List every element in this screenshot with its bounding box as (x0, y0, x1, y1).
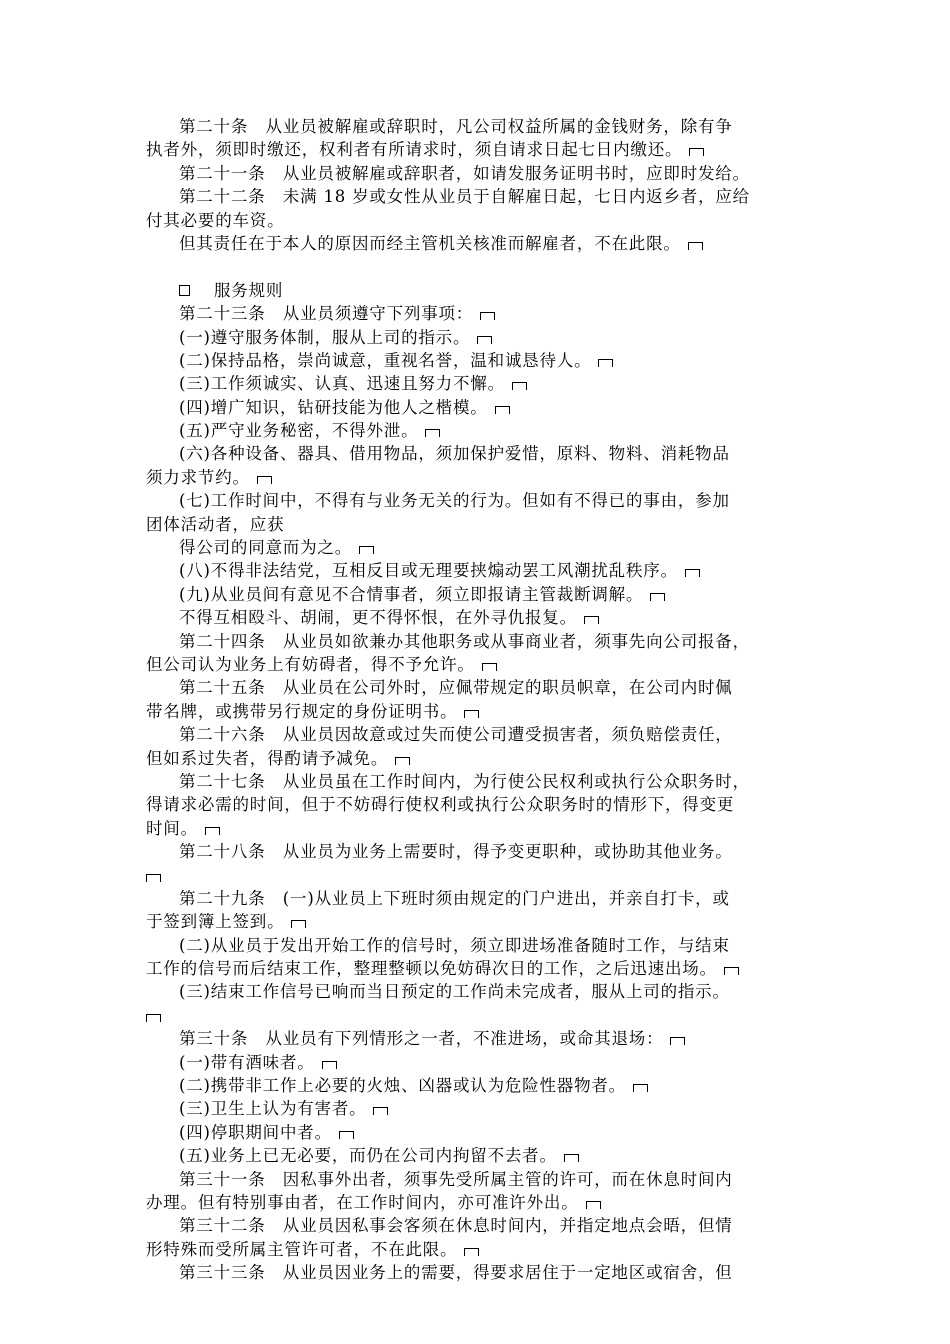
text-line (146, 1121, 810, 1144)
line-text: 第二十八条 从业员为业务上需要时，得予变更职种，或协助其他业务。 (179, 842, 733, 862)
text-line (146, 185, 810, 208)
line-text: 得请求必需的时间，但于不妨碍行使权利或执行公众职务时的情形下，得变更 (146, 795, 735, 815)
paragraph-mark-icon (464, 710, 479, 718)
paragraph-mark-icon (395, 757, 410, 765)
line-text: 第三十条 从业员有下列情形之一者，不准进场，或命其退场： (179, 1029, 664, 1049)
text-line (146, 793, 810, 816)
text-line (146, 1144, 810, 1167)
line-text: 第二十六条 从业员因故意或过失而使公司遭受损害者，须负赔偿责任， (179, 725, 733, 745)
paragraph-mark-icon (584, 616, 599, 624)
paragraph-mark-icon (291, 920, 306, 928)
text-line (146, 770, 810, 793)
line-text: 付其必要的车资。 (146, 210, 285, 230)
line-text: 第二十一条 从业员被解雇或辞职者，如请发服务证明书时，应即时发给。 (179, 163, 750, 183)
text-line (146, 489, 810, 512)
paragraph-mark-icon (464, 1248, 479, 1256)
text-line (146, 747, 810, 770)
paragraph-mark-icon (482, 663, 497, 671)
line-text: (二)保持品格，崇尚诚意，重视名誉，温和诚恳待人。 (179, 350, 592, 370)
line-text: 第二十条 从业员被解雇或辞职时，凡公司权益所属的金钱财务，除有争 (179, 117, 733, 136)
line-text: (八)不得非法结党，互相反目或无理要挟煽动罢工风潮扰乱秩序。 (179, 561, 678, 581)
paragraph-mark-icon (373, 1107, 388, 1115)
text-line (146, 887, 810, 910)
line-text: 第三十二条 从业员因私事会客须在休息时间内，并指定地点会晤，但情 (179, 1216, 733, 1236)
line-text: 于签到簿上签到。 (146, 912, 285, 932)
text-line (146, 910, 810, 933)
text-line (146, 1214, 810, 1237)
line-text: (七)工作时间中，不得有与业务无关的行为。但如有不得已的事由，参加 (179, 491, 730, 511)
line-text: 第二十五条 从业员在公司外时，应佩带规定的职员帜章，在公司内时佩 (179, 678, 733, 698)
text-line (146, 676, 810, 699)
text-line (146, 302, 810, 325)
paragraph-mark-icon (564, 1154, 579, 1162)
text-line (146, 606, 810, 629)
line-text: (三)卫生上认为有害者。 (179, 1099, 367, 1119)
line-text: 带名牌，或携带另行规定的身份证明书。 (146, 701, 458, 721)
line-text: 不得互相殴斗、胡闹，更不得怀恨，在外寻仇报复。 (179, 608, 577, 628)
blank-line (146, 255, 810, 278)
line-text: (六)各种设备、器具、借用物品，须加保护爱惜，原料、物料、消耗物品 (179, 444, 730, 464)
paragraph-mark-icon (689, 148, 704, 156)
text-line (146, 396, 810, 419)
paragraph-mark-icon (257, 476, 272, 484)
text-line (146, 209, 810, 232)
line-text: 服务规则 (214, 280, 284, 300)
text-line (146, 723, 810, 746)
paragraph-mark-icon (598, 359, 613, 367)
text-line (146, 138, 810, 161)
paragraph-mark-icon (495, 406, 510, 414)
line-text: 第二十三条 从业员须遵守下列事项： (179, 304, 474, 324)
text-line (146, 1191, 810, 1214)
paragraph-mark-icon (650, 593, 665, 601)
line-text: 第二十四条 从业员如欲兼办其他职务或从事商业者，须事先向公司报备， (179, 631, 750, 651)
line-text: 工作的信号而后结束工作，整理整顿以免妨碍次日的工作，之后迅速出场。 (146, 959, 717, 979)
line-text: (五)严守业务秘密，不得外泄。 (179, 421, 419, 441)
paragraph-mark-icon (425, 429, 440, 437)
paragraph-mark-icon (205, 827, 220, 835)
line-text: 执者外，须即时缴还，权利者有所请求时，须自请求日起七日内缴还。 (146, 140, 683, 160)
text-line (146, 513, 810, 536)
line-text: (九)从业员间有意见不合情事者，须立即报请主管裁断调解。 (179, 584, 644, 604)
text-line (146, 559, 810, 582)
paragraph-mark-icon (322, 1061, 337, 1069)
line-text: (四)停职期间中者。 (179, 1122, 332, 1142)
line-text: 但如系过失者，得酌请予减免。 (146, 748, 389, 768)
paragraph-mark-icon (586, 1201, 601, 1209)
text-line (146, 630, 810, 653)
text-line (146, 1051, 810, 1074)
text-line (146, 840, 810, 863)
text-line (146, 349, 810, 372)
line-text: (一)遵守服务体制，服从上司的指示。 (179, 327, 471, 347)
line-text: (一)带有酒味者。 (179, 1052, 315, 1072)
text-line (146, 1074, 810, 1097)
paragraph-mark-icon (146, 874, 161, 882)
text-line (146, 1004, 810, 1027)
line-text: 但公司认为业务上有妨碍者，得不予允许。 (146, 654, 475, 674)
text-line (146, 980, 810, 1003)
line-text: (四)增广知识，钻研技能为他人之楷模。 (179, 397, 488, 417)
paragraph-mark-icon (146, 1014, 161, 1022)
text-line (146, 583, 810, 606)
paragraph-mark-icon (688, 242, 703, 250)
line-text: 第二十七条 从业员虽在工作时间内，为行使公民权利或执行公众职务时， (179, 771, 750, 791)
line-text: 团体活动者，应获 (146, 514, 285, 534)
line-text: 时间。 (146, 818, 198, 838)
text-line (146, 115, 810, 138)
line-text: 第二十九条 (一)从业员上下班时须由规定的门户进出，并亲自打卡，或 (179, 888, 730, 908)
line-text: 得公司的同意而为之。 (179, 538, 352, 558)
text-line (146, 817, 810, 840)
line-text: 形特殊而受所属主管许可者，不在此限。 (146, 1239, 458, 1259)
text-line (146, 326, 810, 349)
text-line (146, 934, 810, 957)
text-line (146, 232, 810, 255)
paragraph-mark-icon (480, 312, 495, 320)
text-line (146, 372, 810, 395)
line-text: (二)携带非工作上必要的火烛、凶器或认为危险性器物者。 (179, 1076, 626, 1096)
line-text: (三)结束工作信号已响而当日预定的工作尚未完成者，服从上司的指示。 (179, 982, 730, 1002)
text-line (146, 1238, 810, 1261)
text-line (146, 466, 810, 489)
text-line (146, 419, 810, 442)
text-line (146, 1097, 810, 1120)
text-line (146, 536, 810, 559)
text-line (146, 162, 810, 185)
paragraph-mark-icon (512, 382, 527, 390)
line-text: (二)从业员于发出开始工作的信号时，须立即进场准备随时工作，与结束 (179, 935, 730, 955)
text-line (146, 700, 810, 723)
line-text: (五)业务上已无必要，而仍在公司内拘留不去者。 (179, 1146, 557, 1166)
line-text: (三)工作须诚实、认真、迅速且努力不懈。 (179, 374, 505, 394)
paragraph-mark-icon (685, 569, 700, 577)
text-line (146, 1261, 810, 1284)
paragraph-mark-icon (339, 1131, 354, 1139)
section-heading (146, 279, 810, 302)
line-text: 第三十三条 从业员因业务上的需要，得要求居住于一定地区或宿舍，但 (179, 1263, 733, 1283)
line-text: 但其责任在于本人的原因而经主管机关核准而解雇者，不在此限。 (179, 233, 681, 253)
line-text: 第三十一条 因私事外出者，须事先受所属主管的许可，而在休息时间内 (179, 1169, 733, 1189)
line-text: 须力求节约。 (146, 467, 250, 487)
paragraph-mark-icon (670, 1037, 685, 1045)
text-line (146, 442, 810, 465)
paragraph-mark-icon (724, 967, 739, 975)
text-line (146, 1027, 810, 1050)
text-line (146, 864, 810, 887)
line-text: 第二十二条 未满 18 岁或女性从业员于自解雇日起，七日内返乡者，应给 (179, 187, 750, 207)
text-line (146, 957, 810, 980)
text-line (146, 653, 810, 676)
text-line (146, 1168, 810, 1191)
checkbox-square-icon (179, 285, 190, 296)
line-text: 办理。但有特别事由者，在工作时间内，亦可准许外出。 (146, 1192, 579, 1212)
paragraph-mark-icon (477, 336, 492, 344)
paragraph-mark-icon (359, 546, 374, 554)
paragraph-mark-icon (633, 1084, 648, 1092)
